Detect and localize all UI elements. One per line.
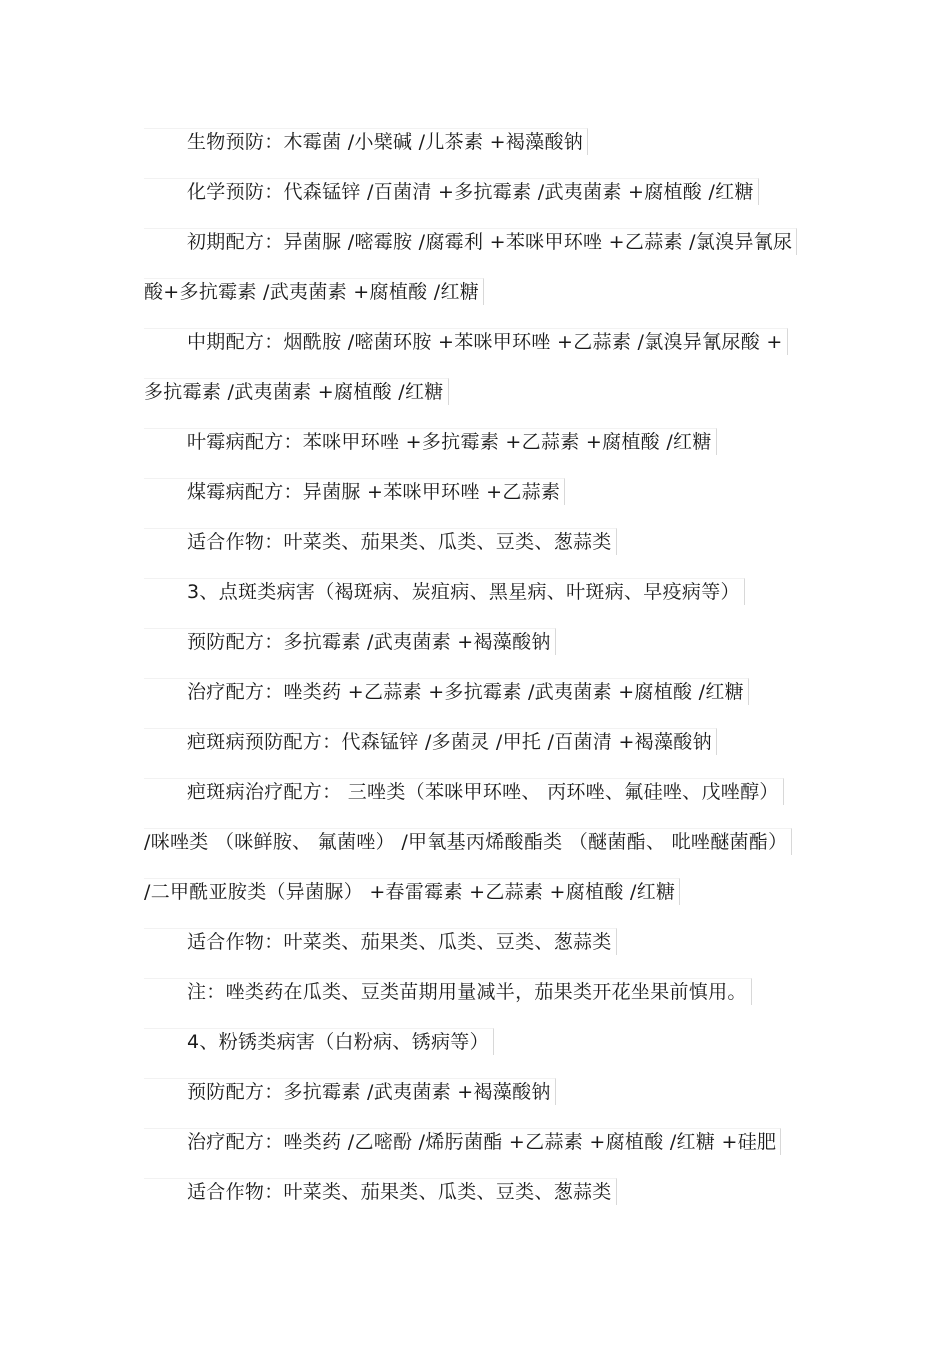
text-line: 多抗霉素 /武夷菌素 +腐植酸 /红糖 <box>144 378 449 405</box>
text-line: 4、粉锈类病害（白粉病、锈病等） <box>144 1028 494 1055</box>
text-line: 治疗配方：唑类药 /乙嘧酚 /烯肟菌酯 +乙蒜素 +腐植酸 /红糖 +硅肥 <box>144 1128 781 1155</box>
text-line: 生物预防：木霉菌 /小檗碱 /儿茶素 +褐藻酸钠 <box>144 128 588 155</box>
text-line: 适合作物：叶菜类、茄果类、瓜类、豆类、葱蒜类 <box>144 528 617 555</box>
text-line: 酸+多抗霉素 /武夷菌素 +腐植酸 /红糖 <box>144 278 484 305</box>
text-line: 治疗配方：唑类药 +乙蒜素 +多抗霉素 /武夷菌素 +腐植酸 /红糖 <box>144 678 749 705</box>
text-line: 叶霉病配方：苯咪甲环唑 +多抗霉素 +乙蒜素 +腐植酸 /红糖 <box>144 428 717 455</box>
text-line: /二甲酰亚胺类（异菌脲） +春雷霉素 +乙蒜素 +腐植酸 /红糖 <box>144 878 680 905</box>
text-line: 预防配方：多抗霉素 /武夷菌素 +褐藻酸钠 <box>144 1078 556 1105</box>
text-line: 初期配方：异菌脲 /嘧霉胺 /腐霉利 +苯咪甲环唑 +乙蒜素 /氯溴异氰尿 <box>144 228 797 255</box>
text-line: 中期配方：烟酰胺 /嘧菌环胺 +苯咪甲环唑 +乙蒜素 /氯溴异氰尿酸 + <box>144 328 788 355</box>
text-line: 适合作物：叶菜类、茄果类、瓜类、豆类、葱蒜类 <box>144 1178 617 1205</box>
text-line: 3、点斑类病害（褐斑病、炭疽病、黑星病、叶斑病、早疫病等） <box>144 578 745 605</box>
text-line: 注：唑类药在瓜类、豆类苗期用量减半，茄果类开花坐果前慎用。 <box>144 978 752 1005</box>
text-line: 煤霉病配方：异菌脲 +苯咪甲环唑 +乙蒜素 <box>144 478 565 505</box>
text-line: 适合作物：叶菜类、茄果类、瓜类、豆类、葱蒜类 <box>144 928 617 955</box>
text-line: 疤斑病预防配方：代森锰锌 /多菌灵 /甲托 /百菌清 +褐藻酸钠 <box>144 728 717 755</box>
text-line: 预防配方：多抗霉素 /武夷菌素 +褐藻酸钠 <box>144 628 556 655</box>
text-line: /咪唑类 （咪鲜胺、 氟菌唑） /甲氧基丙烯酸酯类 （醚菌酯、 吡唑醚菌酯） <box>144 828 792 855</box>
text-line: 疤斑病治疗配方： 三唑类（苯咪甲环唑、 丙环唑、氟硅唑、戊唑醇） <box>144 778 784 805</box>
text-line: 化学预防：代森锰锌 /百菌清 +多抗霉素 /武夷菌素 +腐植酸 /红糖 <box>144 178 759 205</box>
